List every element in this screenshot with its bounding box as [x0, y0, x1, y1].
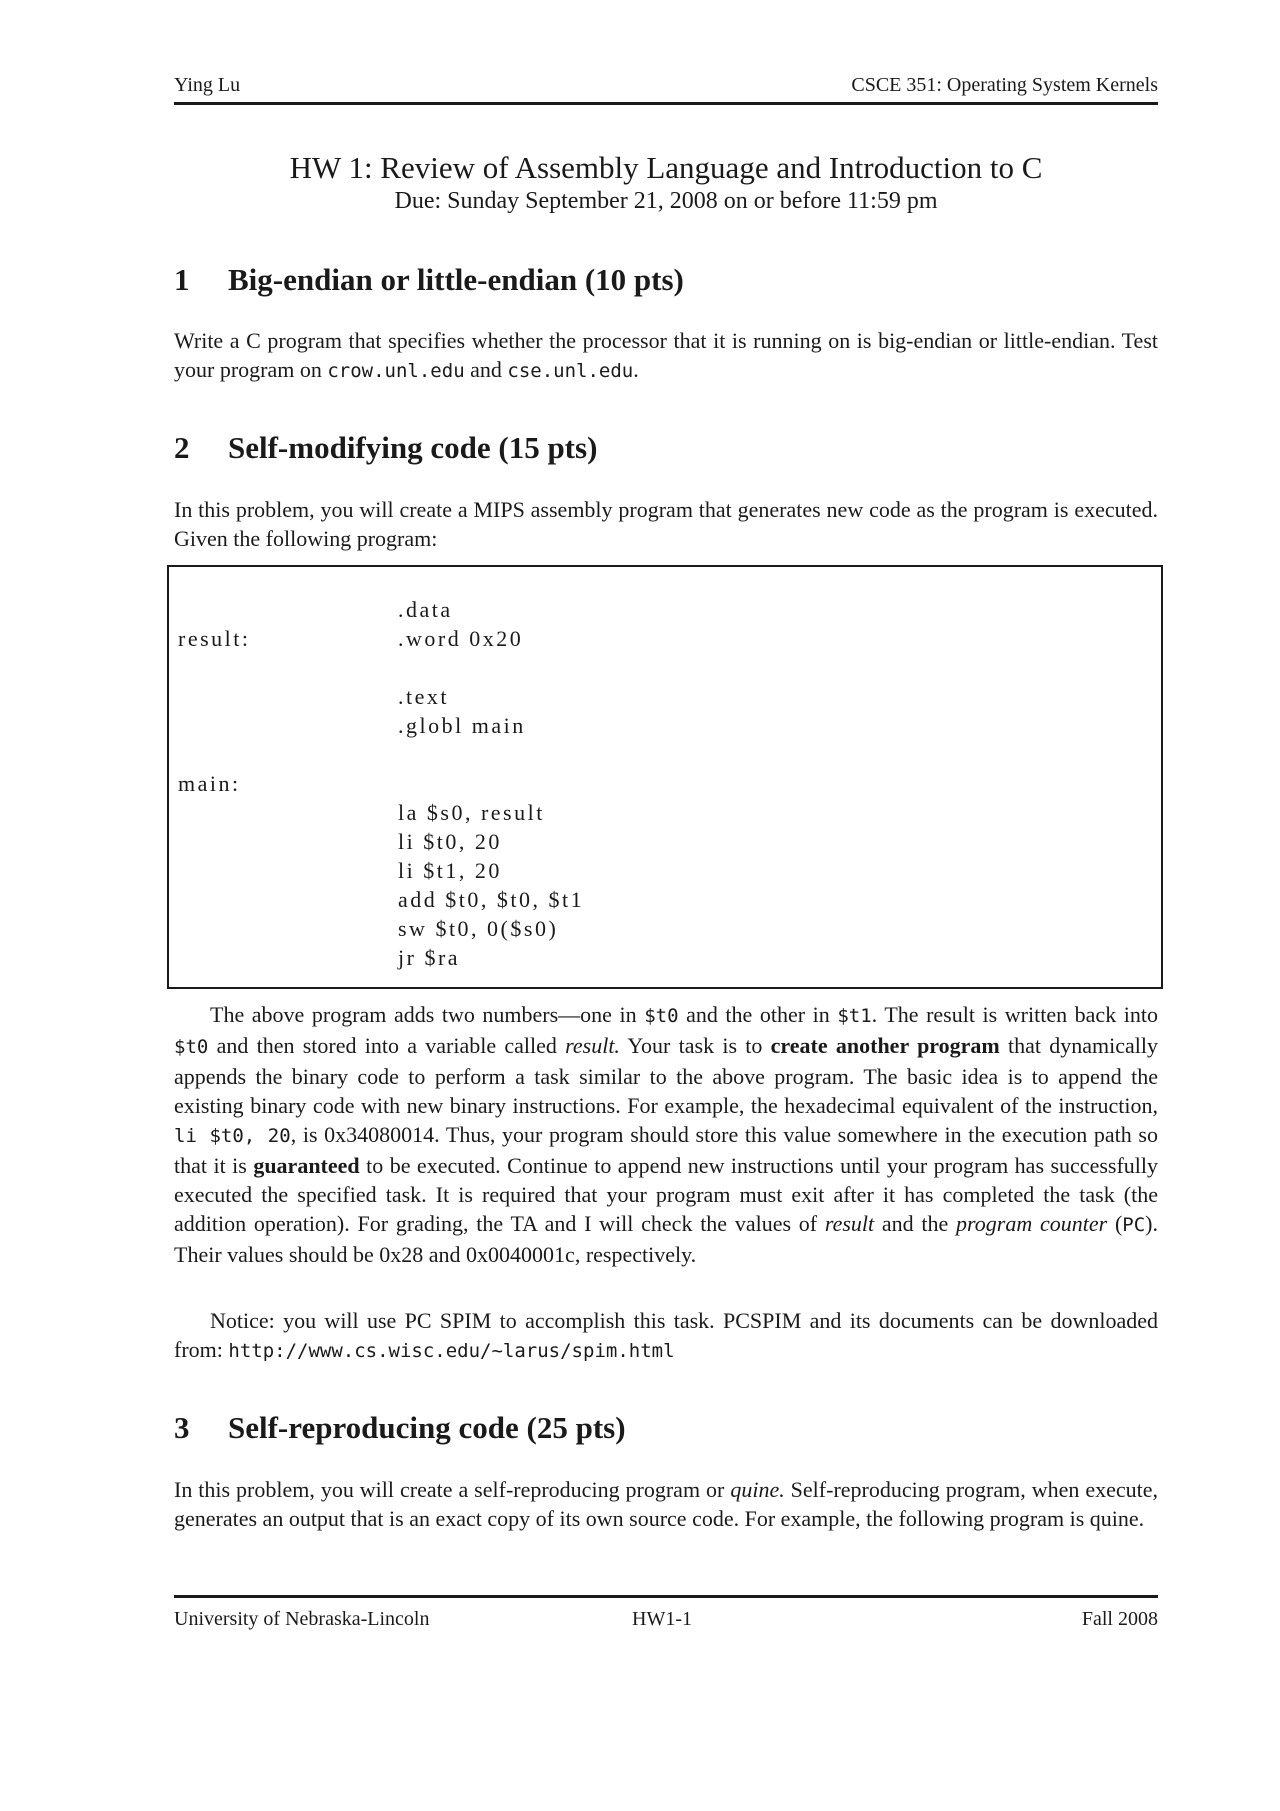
text-run: Self-reproducing program, when execute, generates an output that is an exact copy of its own source code. For example, the following program is quine. [174, 1477, 1158, 1531]
section-3-heading [174, 1410, 626, 1446]
footer-term: Fall 2008 [1081, 1608, 1158, 1630]
header-author: Ying Lu [174, 74, 241, 96]
text-run: and then stored into a variable called [208, 1033, 566, 1058]
emphasis: quine. [730, 1477, 785, 1502]
section-2-body [174, 1000, 1158, 1269]
code-line: .word 0x20 [398, 626, 524, 651]
text-run: Your task is to [619, 1033, 771, 1058]
text-run: The above program adds two numbers—one in [210, 1002, 645, 1027]
emphasis: result [824, 1211, 875, 1236]
hostname-crow: crow.unl.edu [327, 360, 465, 382]
hostname-cse: cse.unl.edu [507, 360, 634, 382]
section-2-number: 2 [174, 430, 190, 465]
header-course: CSCE 351: Operating System Kernels [851, 74, 1158, 96]
register-name: $t1 [837, 1005, 872, 1027]
running-header [174, 74, 1158, 97]
emphasis: result. [565, 1033, 620, 1058]
text-run: , is 0x34080014. Thus, your program should store this value somewhere in the execution path so that it is [174, 1122, 1158, 1178]
text-run: and [464, 357, 508, 382]
text-run: and the other in [678, 1002, 838, 1027]
code-line: add $t0, $t0, $t1 [398, 887, 585, 912]
bold-text: guaranteed [253, 1153, 360, 1178]
text-run: to be executed. Continue to append new instructions until your program has successfully executed the specified task. It is required that your program must exit after it has completed the task (the addition operation). For grading, the TA and I will check the values of [174, 1153, 1159, 1236]
text-run: and the [874, 1211, 957, 1236]
register-name: PC [1122, 1214, 1146, 1236]
section-2-intro: In this problem, you will create a MIPS assembly program that generates new code as the program is executed. Given the following program: [174, 497, 1158, 551]
section-1-title: Big-endian or little-endian (10 pts) [228, 262, 684, 297]
section-2-heading [174, 430, 597, 466]
footer-institution: University of Nebraska-Lincoln [174, 1608, 430, 1630]
header-rule [174, 102, 1158, 105]
footer-page-number: HW1-1 [632, 1608, 692, 1630]
text-run: Notice: you will use PC SPIM to accomplish this task. PCSPIM and its documents can be downloaded from: [174, 1308, 1158, 1362]
text-run: In this problem, you will create a self-reproducing program or [174, 1477, 731, 1502]
document-page [174, 0, 1158, 1811]
text-run: . [633, 357, 639, 382]
code-line: jr $ra [398, 945, 461, 970]
section-1-paragraph [174, 326, 1158, 386]
bold-text: create another program [770, 1033, 1000, 1058]
page-title: HW 1: Review of Assembly Language and Introduction to C [289, 150, 1043, 185]
code-label: main: [178, 771, 241, 796]
section-3-paragraph [174, 1475, 1158, 1533]
text-run: ( [1107, 1211, 1123, 1236]
code-line: sw $t0, 0($s0) [398, 916, 559, 941]
footer-rule [174, 1595, 1158, 1598]
code-label: result: [178, 626, 251, 651]
code-listing [167, 565, 1163, 989]
section-1-number: 1 [174, 262, 190, 297]
text-run: . The result is written back into [871, 1002, 1158, 1027]
section-3-title: Self-reproducing code (25 pts) [228, 1410, 626, 1445]
section-2-title: Self-modifying code (15 pts) [228, 430, 598, 465]
inline-code: li $t0, 20 [174, 1125, 291, 1147]
register-name: $t0 [174, 1036, 209, 1058]
code-line: .data [398, 597, 453, 622]
emphasis: program counter [956, 1211, 1108, 1236]
spim-url-link[interactable]: http://www.cs.wisc.edu/~larus/spim.html [228, 1340, 675, 1362]
register-name: $t0 [644, 1005, 679, 1027]
due-date: Due: Sunday September 21, 2008 on or before 11:59 pm [394, 188, 938, 214]
title-block [174, 150, 1158, 216]
section-2-notice [174, 1306, 1158, 1366]
text-run: ). Their values should be 0x28 and 0x0040001c, respectively. [174, 1211, 1158, 1267]
text-run: Write a C program that specifies whether the processor that it is running on is big-endian or little-endian. Test your program on [174, 328, 1158, 382]
code-line: .text [398, 684, 449, 709]
section-1-heading [174, 262, 684, 298]
section-3-number: 3 [174, 1410, 190, 1445]
code-line: li $t1, 20 [398, 858, 502, 883]
code-line: li $t0, 20 [398, 829, 502, 854]
text-run: that dynamically appends the binary code to perform a task similar to the above program. The basic idea is to append the existing binary code with new binary instructions. For example, the hexadecimal equivalent of the instruction, [174, 1033, 1159, 1118]
code-line: la $s0, result [398, 800, 545, 825]
code-line: .globl main [398, 713, 526, 738]
